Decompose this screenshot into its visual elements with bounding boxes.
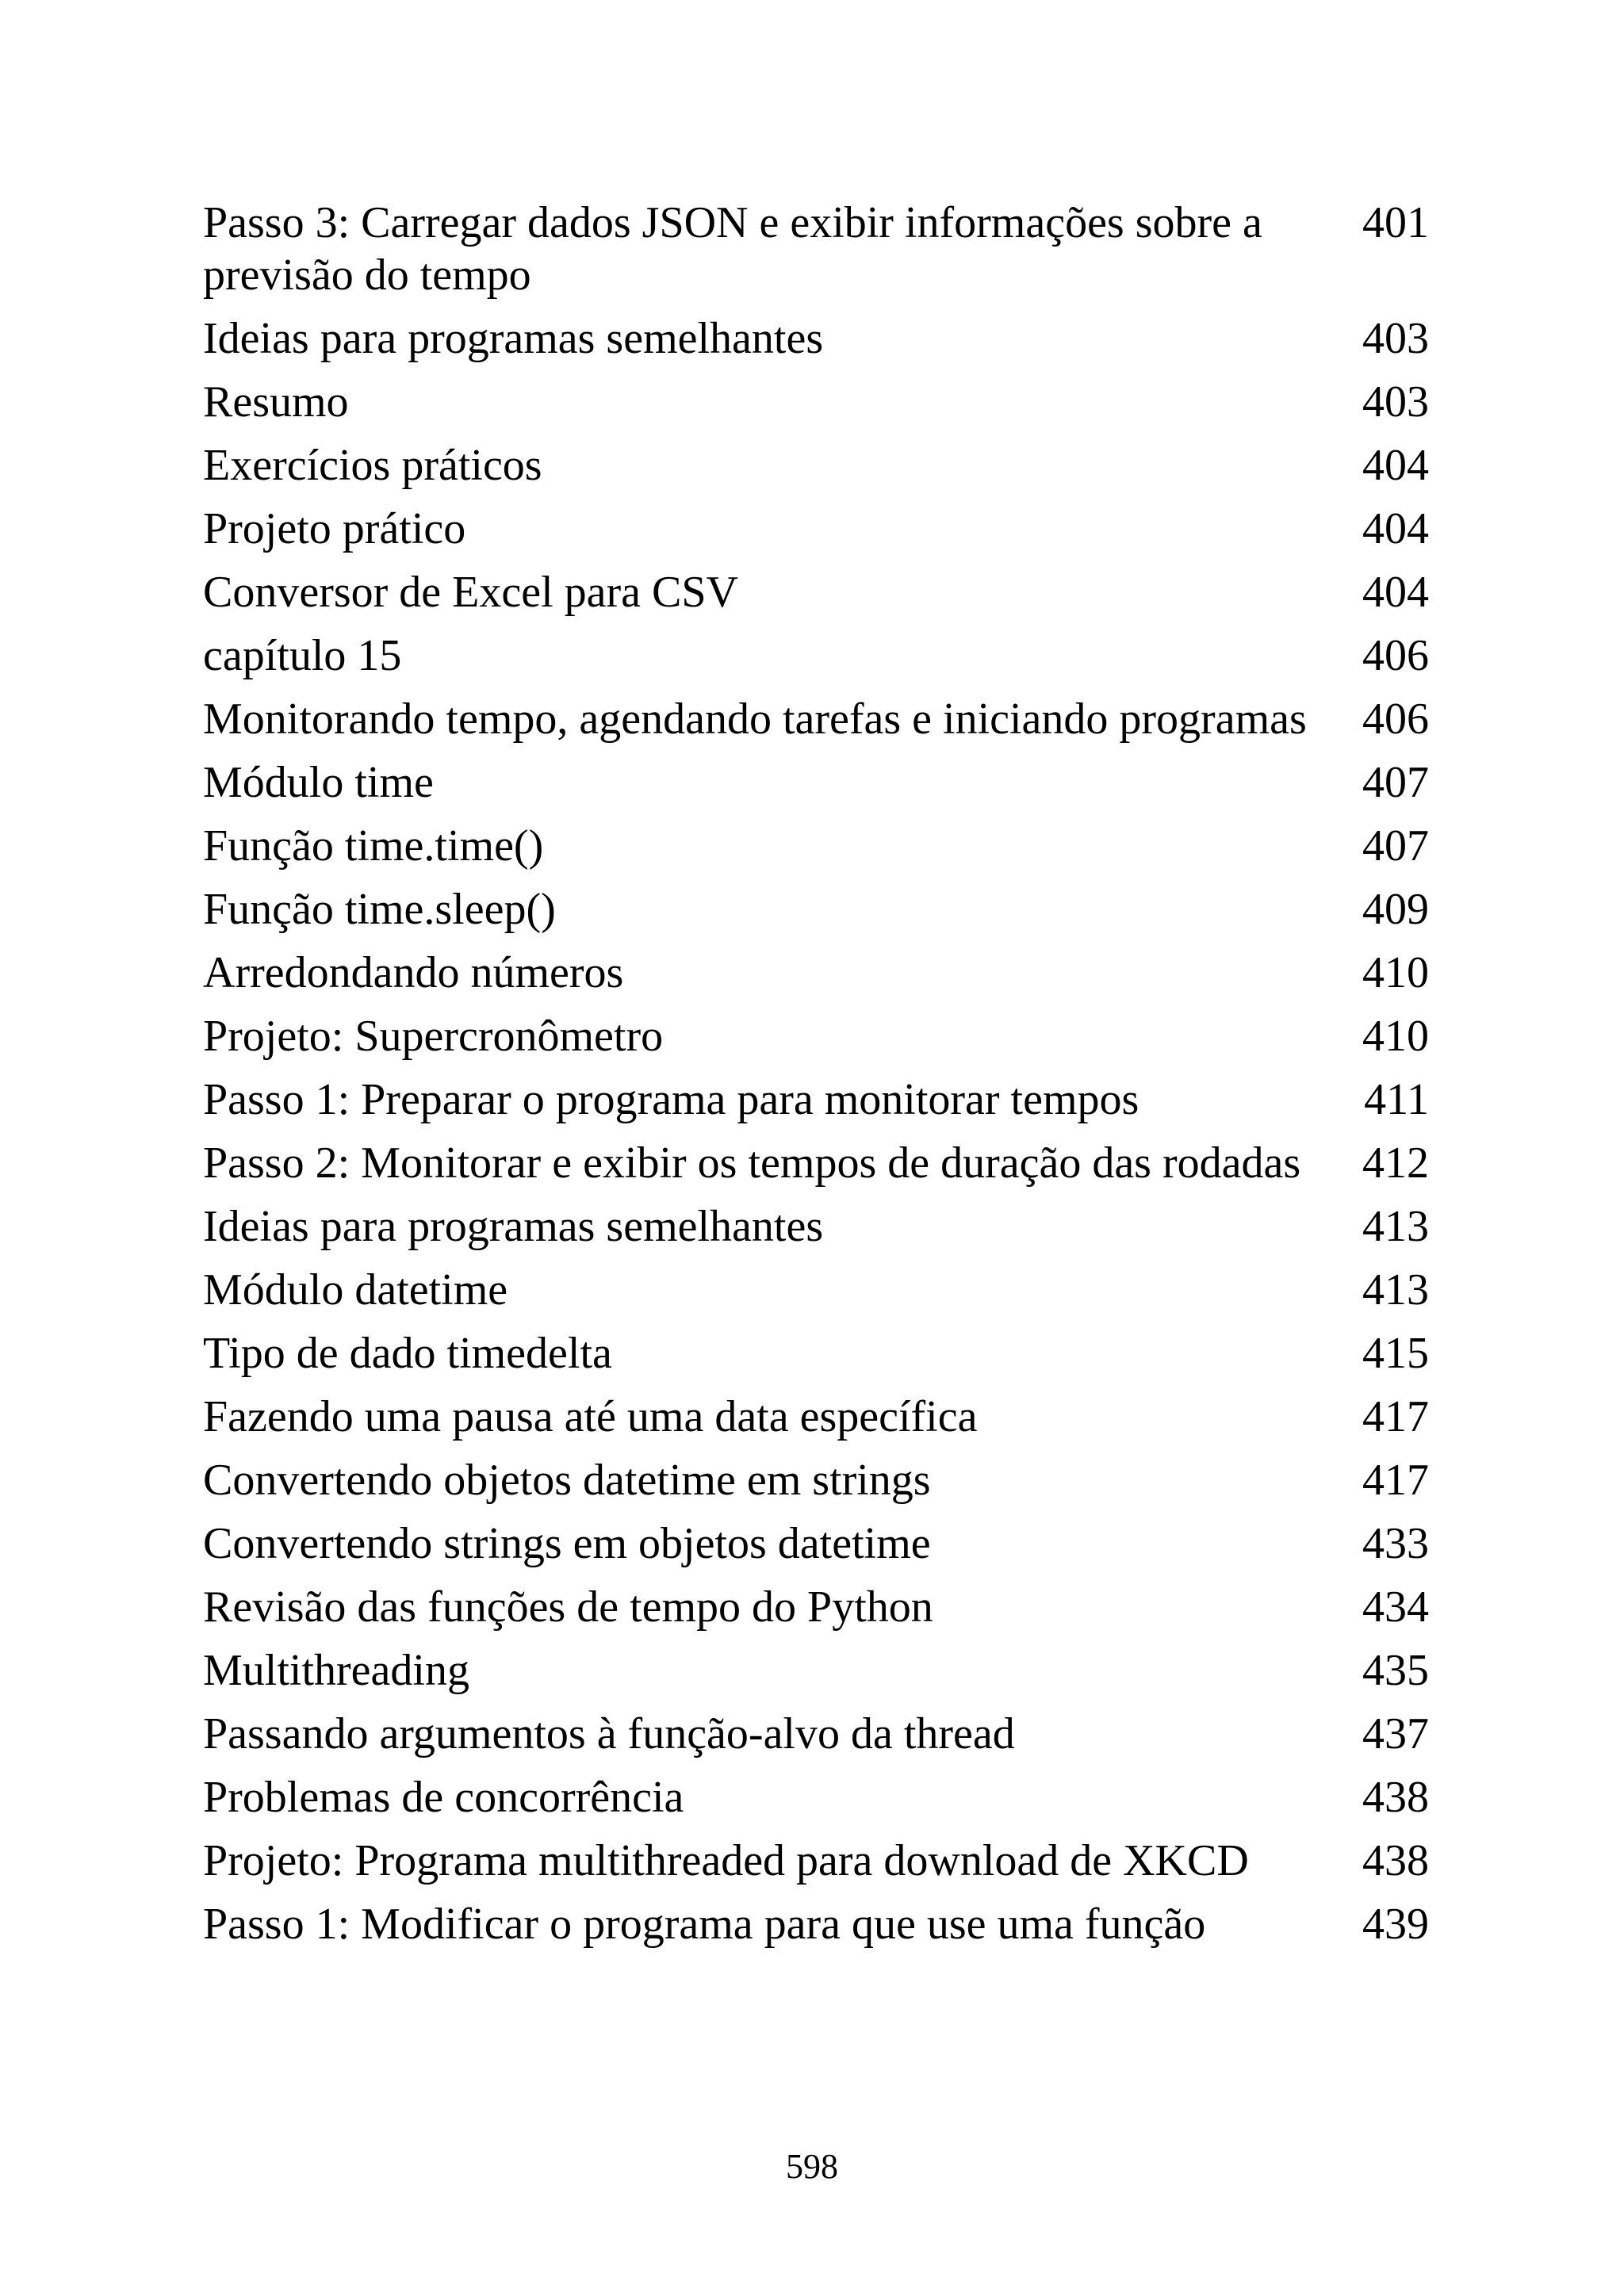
toc-entry-page: 417 <box>1362 1392 1429 1441</box>
table-of-contents <box>203 197 1429 1961</box>
toc-entry-title: Módulo time <box>203 758 434 807</box>
toc-entry-page: 415 <box>1362 1329 1429 1378</box>
toc-entry-page: 438 <box>1362 1773 1429 1822</box>
toc-entry <box>203 566 1429 618</box>
toc-entry-page: 413 <box>1362 1265 1429 1314</box>
toc-entry-title: Convertendo objetos datetime em strings <box>203 1456 931 1505</box>
toc-entry <box>203 1581 1429 1633</box>
toc-entry <box>203 1264 1429 1316</box>
toc-entry-title: Passando argumentos à função-alvo da thread <box>203 1709 1015 1758</box>
toc-entry-page: 406 <box>1362 695 1429 744</box>
toc-entry-title: Problemas de concorrência <box>203 1773 684 1822</box>
toc-entry-title: Ideias para programas semelhantes <box>203 1202 824 1251</box>
toc-entry <box>203 1010 1429 1062</box>
toc-entry-page: 407 <box>1362 758 1429 807</box>
toc-entry-page: 403 <box>1362 314 1429 363</box>
toc-entry-title: Função time.time() <box>203 821 544 871</box>
toc-entry-page: 406 <box>1362 631 1429 680</box>
toc-entry <box>203 1391 1429 1443</box>
toc-entry-title: Projeto prático <box>203 504 466 553</box>
toc-entry-title: Conversor de Excel para CSV <box>203 568 738 617</box>
toc-entry-page: 404 <box>1362 441 1429 490</box>
toc-entry <box>203 1517 1429 1570</box>
toc-entry-title: Passo 3: Carregar dados JSON e exibir informações sobre a previsão do tempo <box>203 198 1262 300</box>
toc-entry-page: 413 <box>1362 1202 1429 1251</box>
toc-entry-title: Resumo <box>203 377 349 427</box>
toc-entry <box>203 756 1429 809</box>
toc-entry-page: 409 <box>1362 885 1429 934</box>
toc-entry <box>203 1327 1429 1380</box>
toc-entry-title: Arredondando números <box>203 948 624 997</box>
toc-entry-title: Multithreading <box>203 1646 469 1695</box>
toc-entry-page: 417 <box>1362 1456 1429 1505</box>
toc-entry-page: 439 <box>1362 1900 1429 1949</box>
toc-entry-page: 412 <box>1362 1138 1429 1188</box>
toc-entry-page: 410 <box>1362 948 1429 997</box>
toc-entry-page: 434 <box>1362 1582 1429 1632</box>
toc-entry <box>203 1454 1429 1506</box>
toc-entry-title: Função time.sleep() <box>203 885 556 934</box>
toc-entry-page: 407 <box>1362 821 1429 871</box>
toc-entry-title: Fazendo uma pausa até uma data específica <box>203 1392 978 1441</box>
toc-entry <box>203 1644 1429 1697</box>
toc-entry-page: 401 <box>1362 198 1429 247</box>
toc-entry-title: Ideias para programas semelhantes <box>203 314 824 363</box>
toc-entry-title: Convertendo strings em objetos datetime <box>203 1519 931 1568</box>
toc-entry-page: 403 <box>1362 377 1429 427</box>
toc-entry <box>203 439 1429 492</box>
page-number: 598 <box>786 2147 838 2186</box>
toc-entry-title: Projeto: Programa multithreaded para download de XKCD <box>203 1836 1249 1885</box>
toc-entry <box>203 947 1429 999</box>
toc-entry <box>203 312 1429 365</box>
toc-entry-page: 404 <box>1362 568 1429 617</box>
toc-entry-page: 438 <box>1362 1836 1429 1885</box>
toc-entry-page: 410 <box>1362 1012 1429 1061</box>
toc-entry-page: 433 <box>1362 1519 1429 1568</box>
toc-entry-title: Passo 2: Monitorar e exibir os tempos de duração das rodadas <box>203 1138 1301 1188</box>
toc-entry <box>203 1200 1429 1253</box>
toc-entry-title: Passo 1: Modificar o programa para que use uma função <box>203 1900 1206 1949</box>
toc-entry-page: 435 <box>1362 1646 1429 1695</box>
toc-entry <box>203 820 1429 872</box>
toc-entry-title: Projeto: Supercronômetro <box>203 1012 664 1061</box>
toc-entry-page: 411 <box>1364 1075 1429 1124</box>
toc-entry-title: Exercícios práticos <box>203 441 542 490</box>
toc-entry <box>203 1073 1429 1126</box>
toc-entry-page: 404 <box>1362 504 1429 553</box>
toc-entry-title: Passo 1: Preparar o programa para monitorar tempos <box>203 1075 1139 1124</box>
toc-entry-title: Revisão das funções de tempo do Python <box>203 1582 933 1632</box>
toc-entry <box>203 1771 1429 1823</box>
toc-entry-title: Tipo de dado timedelta <box>203 1329 612 1378</box>
toc-entry <box>203 883 1429 936</box>
toc-entry-page: 437 <box>1362 1709 1429 1758</box>
toc-entry-title: Monitorando tempo, agendando tarefas e iniciando programas <box>203 695 1307 744</box>
toc-entry <box>203 1835 1429 1887</box>
toc-entry <box>203 629 1429 682</box>
toc-entry-title: Módulo datetime <box>203 1265 508 1314</box>
toc-entry <box>203 693 1429 745</box>
toc-entry <box>203 1137 1429 1189</box>
toc-entry-title: capítulo 15 <box>203 631 402 680</box>
toc-entry <box>203 1898 1429 1950</box>
toc-entry <box>203 1708 1429 1760</box>
toc-entry <box>203 376 1429 428</box>
toc-entry <box>203 503 1429 555</box>
toc-entry <box>203 197 1429 301</box>
